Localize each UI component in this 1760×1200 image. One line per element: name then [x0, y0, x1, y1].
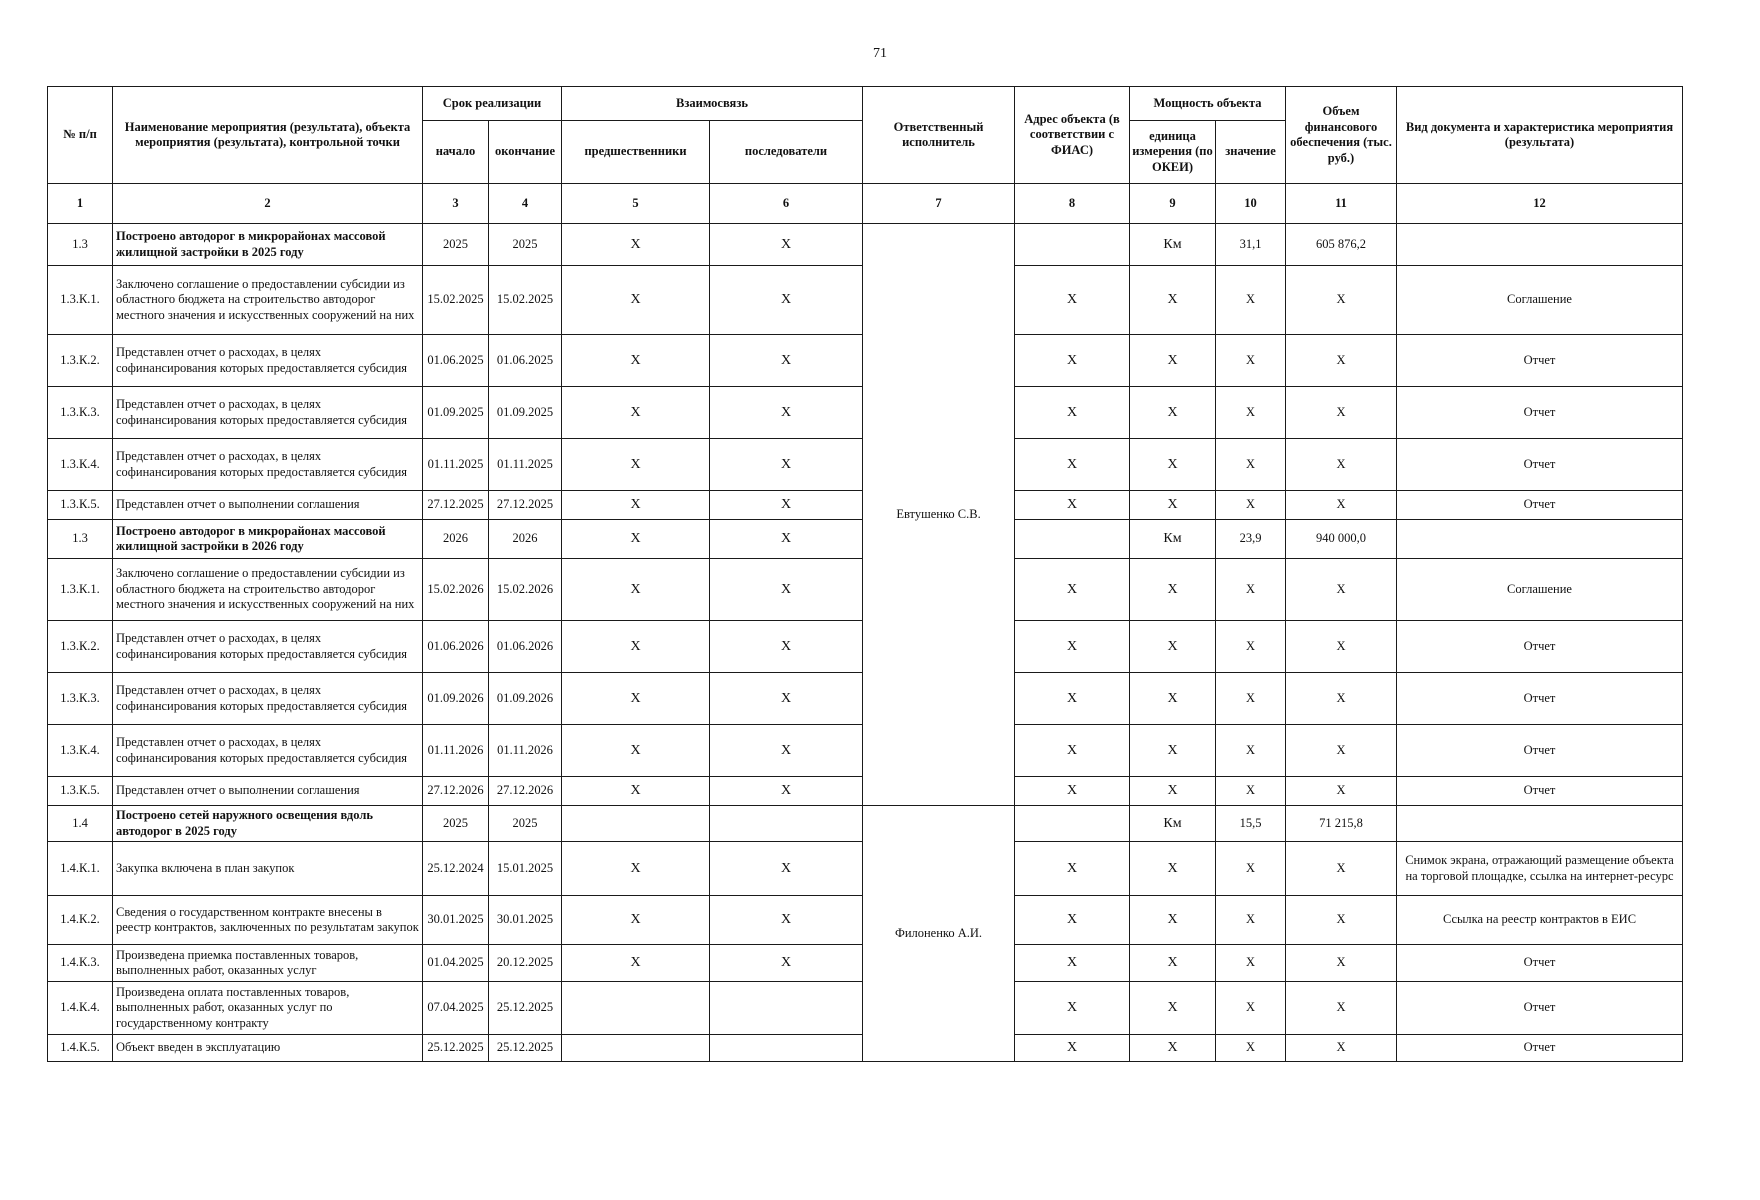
capacity-unit: X [1130, 982, 1216, 1035]
document-type [1397, 224, 1683, 266]
end-date: 30.01.2025 [489, 896, 562, 945]
end-date: 25.12.2025 [489, 1035, 562, 1062]
document-type: Отчет [1397, 673, 1683, 725]
col-number: 11 [1286, 184, 1397, 224]
capacity-value: 31,1 [1216, 224, 1286, 266]
funding-amount: X [1286, 982, 1397, 1035]
start-date: 27.12.2026 [423, 777, 489, 806]
start-date: 01.09.2025 [423, 387, 489, 439]
header-value: значение [1216, 121, 1286, 184]
predecessors: X [562, 387, 710, 439]
header-start: начало [423, 121, 489, 184]
document-type: Отчет [1397, 1035, 1683, 1062]
capacity-value: X [1216, 673, 1286, 725]
successors: X [710, 842, 863, 896]
row-number: 1.4.К.1. [48, 842, 113, 896]
start-date: 01.04.2025 [423, 945, 489, 982]
document-type: Отчет [1397, 491, 1683, 520]
funding-amount: X [1286, 673, 1397, 725]
object-address: X [1015, 621, 1130, 673]
capacity-value: X [1216, 1035, 1286, 1062]
successors: X [710, 945, 863, 982]
end-date: 2025 [489, 224, 562, 266]
responsible-executor: Евтушенко С.В. [863, 224, 1015, 806]
col-number: 12 [1397, 184, 1683, 224]
col-number: 3 [423, 184, 489, 224]
end-date: 27.12.2026 [489, 777, 562, 806]
successors: X [710, 266, 863, 335]
predecessors: X [562, 777, 710, 806]
funding-amount: X [1286, 621, 1397, 673]
responsible-executor: Филоненко А.И. [863, 806, 1015, 1062]
header-funding: Объем финансового обеспечения (тыс. руб.) [1286, 87, 1397, 184]
activity-name: Построено сетей наружного освещения вдоль автодорог в 2025 году [113, 806, 423, 842]
successors: X [710, 439, 863, 491]
activity-name: Представлен отчет о расходах, в целях софинансирования которых предоставляется субсидия [113, 673, 423, 725]
object-address: X [1015, 266, 1130, 335]
object-address: X [1015, 896, 1130, 945]
table-row [48, 806, 1683, 842]
activity-name: Представлен отчет о расходах, в целях софинансирования которых предоставляется субсидия [113, 387, 423, 439]
end-date: 15.02.2025 [489, 266, 562, 335]
successors: X [710, 491, 863, 520]
object-address [1015, 224, 1130, 266]
row-number: 1.3 [48, 224, 113, 266]
predecessors: X [562, 559, 710, 621]
capacity-unit: X [1130, 777, 1216, 806]
successors: X [710, 777, 863, 806]
header-unit: единица измерения (по ОКЕИ) [1130, 121, 1216, 184]
header-capacity: Мощность объекта [1130, 87, 1286, 121]
funding-amount: X [1286, 387, 1397, 439]
predecessors [562, 982, 710, 1035]
row-number: 1.3.К.3. [48, 387, 113, 439]
activity-name: Объект введен в эксплуатацию [113, 1035, 423, 1062]
capacity-unit: X [1130, 1035, 1216, 1062]
end-date: 01.11.2026 [489, 725, 562, 777]
capacity-value: X [1216, 559, 1286, 621]
row-number: 1.3.К.4. [48, 725, 113, 777]
object-address: X [1015, 725, 1130, 777]
end-date: 15.01.2025 [489, 842, 562, 896]
object-address: X [1015, 777, 1130, 806]
document-type: Снимок экрана, отражающий размещение объекта на торговой площадке, ссылка на интернет-ресурс [1397, 842, 1683, 896]
header-address: Адрес объекта (в соответствии с ФИАС) [1015, 87, 1130, 184]
end-date: 01.11.2025 [489, 439, 562, 491]
predecessors: X [562, 224, 710, 266]
end-date: 2025 [489, 806, 562, 842]
row-number: 1.4.К.3. [48, 945, 113, 982]
row-number: 1.4 [48, 806, 113, 842]
funding-amount: 71 215,8 [1286, 806, 1397, 842]
start-date: 01.09.2026 [423, 673, 489, 725]
document-type: Отчет [1397, 387, 1683, 439]
funding-amount: X [1286, 777, 1397, 806]
document-type: Отчет [1397, 621, 1683, 673]
capacity-unit: X [1130, 387, 1216, 439]
activity-name: Построено автодорог в микрорайонах массовой жилищной застройки в 2026 году [113, 520, 423, 559]
activities-table [47, 86, 1683, 1062]
successors: X [710, 335, 863, 387]
table-row [48, 224, 1683, 266]
header-links: Взаимосвязь [562, 87, 863, 121]
capacity-unit: Км [1130, 520, 1216, 559]
document-type: Отчет [1397, 777, 1683, 806]
start-date: 01.11.2026 [423, 725, 489, 777]
capacity-value: X [1216, 842, 1286, 896]
capacity-unit: X [1130, 896, 1216, 945]
capacity-value: X [1216, 621, 1286, 673]
predecessors: X [562, 725, 710, 777]
activity-name: Представлен отчет о расходах, в целях софинансирования которых предоставляется субсидия [113, 621, 423, 673]
predecessors [562, 1035, 710, 1062]
col-number: 1 [48, 184, 113, 224]
capacity-value: X [1216, 387, 1286, 439]
document-type: Отчет [1397, 439, 1683, 491]
start-date: 15.02.2026 [423, 559, 489, 621]
end-date: 01.09.2025 [489, 387, 562, 439]
start-date: 2025 [423, 224, 489, 266]
start-date: 01.06.2026 [423, 621, 489, 673]
funding-amount: X [1286, 335, 1397, 387]
table-header [48, 87, 1683, 224]
capacity-unit: X [1130, 335, 1216, 387]
header-name: Наименование мероприятия (результата), объекта мероприятия (результата), контрольной точки [113, 87, 423, 184]
object-address: X [1015, 982, 1130, 1035]
activity-name: Произведена оплата поставленных товаров, выполненных работ, оказанных услуг по государственному контракту [113, 982, 423, 1035]
capacity-unit: X [1130, 725, 1216, 777]
capacity-unit: X [1130, 673, 1216, 725]
row-number: 1.3.К.3. [48, 673, 113, 725]
start-date: 01.06.2025 [423, 335, 489, 387]
funding-amount: X [1286, 725, 1397, 777]
predecessors: X [562, 520, 710, 559]
object-address: X [1015, 673, 1130, 725]
funding-amount: X [1286, 945, 1397, 982]
row-number: 1.4.К.4. [48, 982, 113, 1035]
header-document: Вид документа и характеристика мероприятия (результата) [1397, 87, 1683, 184]
funding-amount: 940 000,0 [1286, 520, 1397, 559]
capacity-value: X [1216, 266, 1286, 335]
capacity-value: X [1216, 777, 1286, 806]
activity-name: Представлен отчет о расходах, в целях софинансирования которых предоставляется субсидия [113, 439, 423, 491]
document-type: Отчет [1397, 725, 1683, 777]
end-date: 01.06.2026 [489, 621, 562, 673]
funding-amount: X [1286, 1035, 1397, 1062]
col-number: 8 [1015, 184, 1130, 224]
document-type [1397, 806, 1683, 842]
row-number: 1.3.К.5. [48, 777, 113, 806]
object-address: X [1015, 335, 1130, 387]
capacity-value: X [1216, 945, 1286, 982]
table-body [48, 224, 1683, 1062]
end-date: 01.09.2026 [489, 673, 562, 725]
capacity-unit: X [1130, 439, 1216, 491]
activity-name: Построено автодорог в микрорайонах массовой жилищной застройки в 2025 году [113, 224, 423, 266]
col-number: 5 [562, 184, 710, 224]
object-address: X [1015, 491, 1130, 520]
activity-name: Представлен отчет о расходах, в целях софинансирования которых предоставляется субсидия [113, 725, 423, 777]
header-period: Срок реализации [423, 87, 562, 121]
object-address: X [1015, 439, 1130, 491]
activity-name: Представлен отчет о выполнении соглашения [113, 777, 423, 806]
col-number: 6 [710, 184, 863, 224]
capacity-value: X [1216, 335, 1286, 387]
funding-amount: X [1286, 491, 1397, 520]
end-date: 27.12.2025 [489, 491, 562, 520]
col-number: 2 [113, 184, 423, 224]
header-responsible: Ответственный исполнитель [863, 87, 1015, 184]
capacity-unit: Км [1130, 224, 1216, 266]
row-number: 1.3 [48, 520, 113, 559]
object-address [1015, 806, 1130, 842]
capacity-unit: X [1130, 621, 1216, 673]
end-date: 2026 [489, 520, 562, 559]
start-date: 27.12.2025 [423, 491, 489, 520]
capacity-unit: X [1130, 266, 1216, 335]
start-date: 07.04.2025 [423, 982, 489, 1035]
successors: X [710, 896, 863, 945]
successors [710, 982, 863, 1035]
col-number: 10 [1216, 184, 1286, 224]
predecessors: X [562, 439, 710, 491]
successors: X [710, 621, 863, 673]
row-number: 1.4.К.5. [48, 1035, 113, 1062]
capacity-value: X [1216, 725, 1286, 777]
funding-amount: X [1286, 842, 1397, 896]
start-date: 2025 [423, 806, 489, 842]
predecessors: X [562, 266, 710, 335]
funding-amount: X [1286, 439, 1397, 491]
predecessors: X [562, 335, 710, 387]
capacity-value: X [1216, 982, 1286, 1035]
object-address: X [1015, 559, 1130, 621]
successors: X [710, 725, 863, 777]
col-number: 9 [1130, 184, 1216, 224]
header-num: № п/п [48, 87, 113, 184]
document-type: Отчет [1397, 335, 1683, 387]
successors: X [710, 559, 863, 621]
header-end: окончание [489, 121, 562, 184]
capacity-unit: X [1130, 945, 1216, 982]
start-date: 15.02.2025 [423, 266, 489, 335]
predecessors: X [562, 621, 710, 673]
predecessors: X [562, 896, 710, 945]
document-type: Соглашение [1397, 559, 1683, 621]
successors: X [710, 387, 863, 439]
row-number: 1.3.К.2. [48, 335, 113, 387]
capacity-value: X [1216, 439, 1286, 491]
predecessors: X [562, 491, 710, 520]
start-date: 30.01.2025 [423, 896, 489, 945]
document-type: Соглашение [1397, 266, 1683, 335]
object-address: X [1015, 387, 1130, 439]
start-date: 2026 [423, 520, 489, 559]
capacity-unit: X [1130, 559, 1216, 621]
end-date: 20.12.2025 [489, 945, 562, 982]
object-address: X [1015, 945, 1130, 982]
activity-name: Представлен отчет о выполнении соглашения [113, 491, 423, 520]
capacity-value: X [1216, 896, 1286, 945]
row-number: 1.4.К.2. [48, 896, 113, 945]
row-number: 1.3.К.1. [48, 559, 113, 621]
activity-name: Представлен отчет о расходах, в целях софинансирования которых предоставляется субсидия [113, 335, 423, 387]
object-address [1015, 520, 1130, 559]
activity-name: Сведения о государственном контракте внесены в реестр контрактов, заключенных по результатам закупок [113, 896, 423, 945]
predecessors [562, 806, 710, 842]
capacity-unit: X [1130, 842, 1216, 896]
header-successors: последователи [710, 121, 863, 184]
funding-amount: X [1286, 896, 1397, 945]
activity-name: Произведена приемка поставленных товаров, выполненных работ, оказанных услуг [113, 945, 423, 982]
page-number: 71 [873, 46, 887, 61]
col-number: 7 [863, 184, 1015, 224]
funding-amount: X [1286, 266, 1397, 335]
end-date: 15.02.2026 [489, 559, 562, 621]
col-number: 4 [489, 184, 562, 224]
capacity-value: 23,9 [1216, 520, 1286, 559]
activity-name: Закупка включена в план закупок [113, 842, 423, 896]
object-address: X [1015, 1035, 1130, 1062]
document-type [1397, 520, 1683, 559]
successors: X [710, 520, 863, 559]
row-number: 1.3.К.4. [48, 439, 113, 491]
capacity-unit: X [1130, 491, 1216, 520]
capacity-value: X [1216, 491, 1286, 520]
funding-amount: X [1286, 559, 1397, 621]
header-predecessors: предшественники [562, 121, 710, 184]
end-date: 01.06.2025 [489, 335, 562, 387]
successors: X [710, 673, 863, 725]
start-date: 25.12.2024 [423, 842, 489, 896]
activity-name: Заключено соглашение о предоставлении субсидии из областного бюджета на строительство автодорог местного значения и искусственных сооружений на них [113, 559, 423, 621]
document-type: Ссылка на реестр контрактов в ЕИС [1397, 896, 1683, 945]
successors: X [710, 224, 863, 266]
funding-amount: 605 876,2 [1286, 224, 1397, 266]
successors [710, 806, 863, 842]
successors [710, 1035, 863, 1062]
predecessors: X [562, 673, 710, 725]
row-number: 1.3.К.2. [48, 621, 113, 673]
activity-name: Заключено соглашение о предоставлении субсидии из областного бюджета на строительство автодорог местного значения и искусственных сооружений на них [113, 266, 423, 335]
start-date: 01.11.2025 [423, 439, 489, 491]
row-number: 1.3.К.5. [48, 491, 113, 520]
predecessors: X [562, 842, 710, 896]
row-number: 1.3.К.1. [48, 266, 113, 335]
capacity-unit: Км [1130, 806, 1216, 842]
start-date: 25.12.2025 [423, 1035, 489, 1062]
capacity-value: 15,5 [1216, 806, 1286, 842]
predecessors: X [562, 945, 710, 982]
document-type: Отчет [1397, 982, 1683, 1035]
document-type: Отчет [1397, 945, 1683, 982]
end-date: 25.12.2025 [489, 982, 562, 1035]
object-address: X [1015, 842, 1130, 896]
